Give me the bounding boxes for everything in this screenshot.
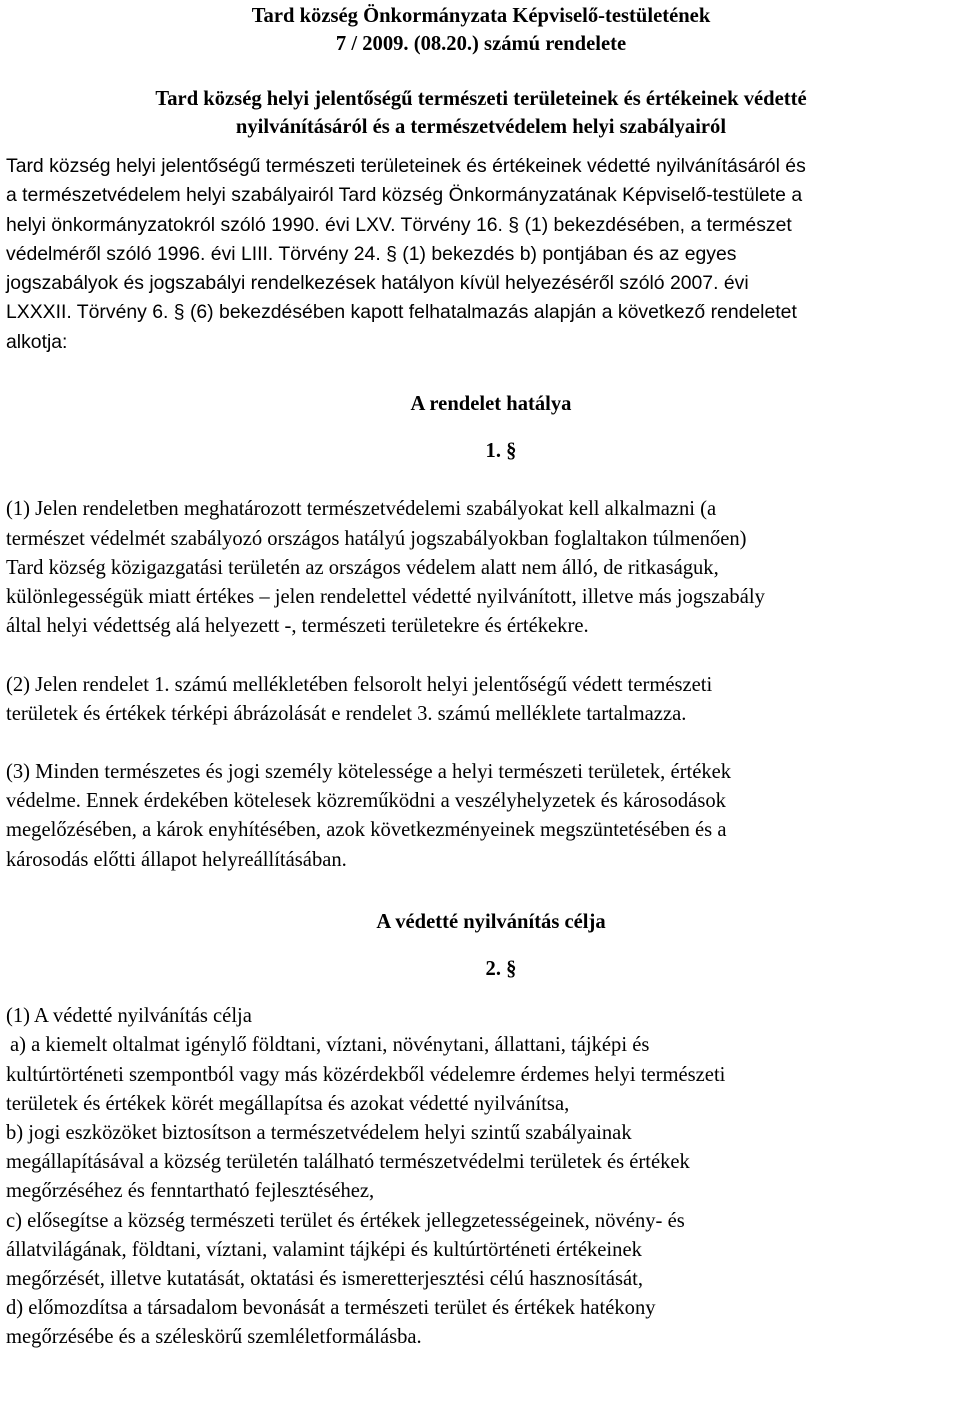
text-line: állatvilágának, földtani, víztani, valamint tájképi és kultúrtörténeti értékeinek — [6, 1238, 642, 1261]
text-line: területek és értékek körét megállapítsa és azokat védetté nyilvánítsa, — [6, 1092, 570, 1115]
text-line: különlegességük miatt értékes – jelen rendelettel védetté nyilvánított, illetve más jogszabály — [6, 586, 765, 609]
preamble-line: helyi önkormányzatokról szóló 1990. évi LXV. Törvény 16. § (1) bekezdésében, a természet — [6, 213, 792, 236]
regulation-title — [6, 85, 956, 141]
text-line: természet védelmét szabályozó országos hatályú jogszabályokban foglaltakon túlmenően) — [6, 527, 747, 550]
document-page — [6, 0, 956, 1353]
preamble — [6, 152, 956, 357]
section-2-number: 2. § — [485, 957, 517, 980]
text-line: károsodás előtti állapot helyreállításában. — [6, 848, 347, 871]
section-2-paragraph-1 — [6, 1002, 956, 1352]
text-line: c) elősegítse a község természeti terület és értékek jellegzetességeinek, növény- és — [6, 1209, 685, 1232]
text-line: megőrzését, illetve kutatását, oktatási és ismeretterjesztési célú hasznosítását, — [6, 1267, 644, 1290]
text-line: védelme. Ennek érdekében kötelesek közreműködni a veszélyhelyzetek és károsodások — [6, 790, 726, 813]
text-line: a) a kiemelt oltalmat igénylő földtani, víztani, növénytani, állattani, tájképi és — [10, 1034, 650, 1057]
text-line: d) előmozdítsa a társadalom bevonását a természeti terület és értékek hatékony — [6, 1297, 656, 1320]
preamble-line: a természetvédelem helyi szabályairól Tard község Önkormányzatának Képviselő-testülete a — [6, 184, 803, 207]
text-line: által helyi védettség alá helyezett -, természeti területekre és értékekre. — [6, 615, 589, 638]
text-line: megelőzésében, a károk enyhítésében, azok következményeinek megszüntetésében és a — [6, 819, 727, 842]
text-line: megállapításával a község területén található természetvédelmi területek és értékek — [6, 1151, 690, 1174]
text-line: (2) Jelen rendelet 1. számú mellékletében felsorolt helyi jelentőségű védett természeti — [6, 673, 713, 696]
text-line: b) jogi eszközöket biztosítson a természetvédelem helyi szintű szabályainak — [6, 1121, 632, 1144]
text-line: (3) Minden természetes és jogi személy kötelessége a helyi természeti területek, értékek — [6, 760, 732, 783]
text-line: területek és értékek térképi ábrázolását e rendelet 3. számú melléklete tartalmazza. — [6, 702, 687, 725]
title-line-1: Tard község helyi jelentőségű természeti területeinek és értékeinek védetté — [155, 88, 807, 110]
text-line: megőrzésébe és a széleskörű szemléletformálásba. — [6, 1326, 422, 1349]
preamble-line: védelméről szóló 1996. évi LIII. Törvény 24. § (1) bekezdés b) pontjában és az egyes — [6, 242, 737, 265]
preamble-line: LXXXII. Törvény 6. § (6) bekezdésében kapott felhatalmazás alapján a következő rendeletet — [6, 301, 797, 324]
section-1-paragraph-1 — [6, 495, 956, 641]
document-header — [6, 0, 956, 58]
text-line: megőrzéséhez és fenntartható fejlesztéséhez, — [6, 1180, 375, 1203]
section-1-number: 1. § — [485, 440, 517, 463]
text-line: (1) Jelen rendeletben meghatározott természetvédelemi szabályokat kell alkalmazni (a — [6, 498, 717, 521]
preamble-line: jogszabályok és jogszabályi rendelkezések hatályon kívül helyezéséről szóló 2007. évi — [6, 272, 749, 295]
section-1-title: A rendelet hatálya — [410, 393, 572, 416]
section-2-title: A védetté nyilvánítás célja — [376, 910, 606, 933]
text-line: (1) A védetté nyilvánítás célja — [6, 1005, 252, 1028]
preamble-line: alkotja: — [6, 330, 68, 353]
preamble-line: Tard község helyi jelentőségű természeti területeinek és értékeinek védetté nyilvánításáról és — [6, 155, 806, 177]
regulation-number: 7 / 2009. (08.20.) számú rendelete — [335, 33, 627, 55]
text-line: kultúrtörténeti szempontból vagy más közérdekből védelemre érdemes helyi természeti — [6, 1063, 726, 1086]
section-1-paragraph-3 — [6, 758, 956, 875]
text-line: Tard község közigazgatási területén az országos védelem alatt nem álló, de ritkaságuk, — [6, 556, 719, 579]
section-1-paragraph-2 — [6, 671, 956, 729]
title-line-2: nyilvánításáról és a természetvédelem helyi szabályairól — [235, 116, 727, 138]
issuer-line: Tard község Önkormányzata Képviselő-testületének — [251, 5, 711, 27]
